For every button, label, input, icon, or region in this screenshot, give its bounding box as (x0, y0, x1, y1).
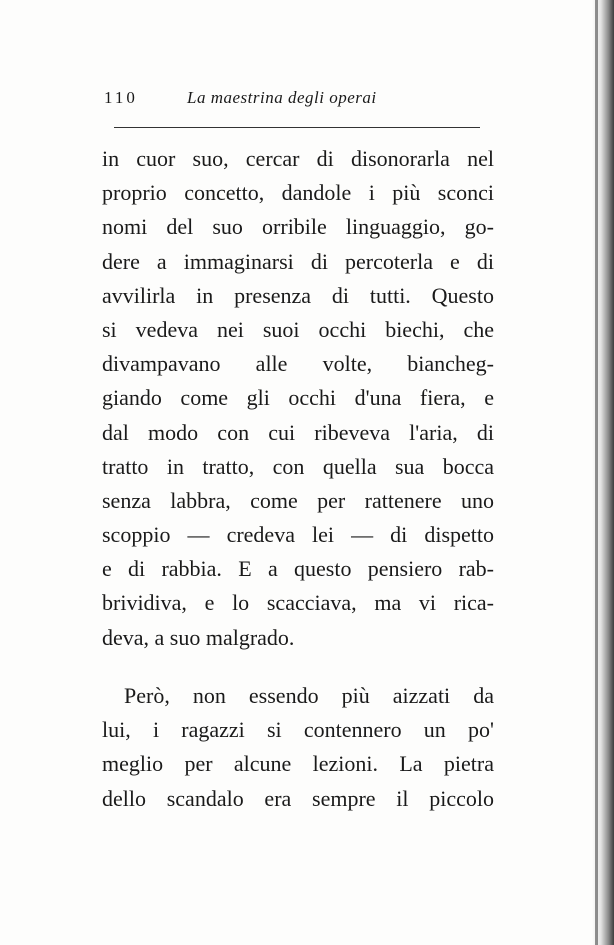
text-line: senza labbra, come per rattenere uno (102, 487, 494, 513)
text-line: Però, non essendo più aizzati da (124, 683, 494, 708)
text-line: tratto in tratto, con quella sua bocca (102, 453, 494, 479)
text-line: e di rabbia. E a questo pensiero rab- (102, 556, 494, 582)
text-line: in cuor suo, cercar di disonorarla nel (102, 146, 494, 171)
paragraph-2 (102, 679, 494, 816)
header-rule (114, 127, 480, 128)
text-line: deva, a suo malgrado. (102, 624, 295, 650)
binding-edge-line (595, 0, 598, 945)
text-line: divampavano alle volte, biancheg- (102, 351, 494, 377)
text-line: avvilirla in presenza di tutti. Questo (102, 282, 494, 308)
text-line: nomi del suo orribile linguaggio, go- (102, 214, 494, 240)
text-line: meglio per alcune lezioni. La pietra (102, 751, 494, 777)
page-number: 110 (104, 88, 138, 107)
text-line: lui, i ragazzi si contennero un po' (102, 717, 494, 743)
page-header (104, 88, 484, 112)
text-line: dal modo con cui ribeveva l'aria, di (102, 419, 494, 445)
text-line: dello scandalo era sempre il piccolo (102, 785, 494, 811)
text-line: scoppio — credeva lei — di dispetto (102, 522, 494, 548)
text-line: dere a immaginarsi di percoterla e di (102, 248, 494, 274)
text-line: giando come gli occhi d'una fiera, e (102, 385, 494, 411)
text-line: proprio concetto, dandole i più sconci (102, 180, 494, 206)
text-line: brividiva, e lo scacciava, ma vi rica- (102, 590, 494, 616)
text-line: si vedeva nei suoi occhi biechi, che (102, 316, 494, 342)
running-title: La maestrina degli operai (187, 88, 377, 107)
paragraph-1 (102, 142, 494, 655)
